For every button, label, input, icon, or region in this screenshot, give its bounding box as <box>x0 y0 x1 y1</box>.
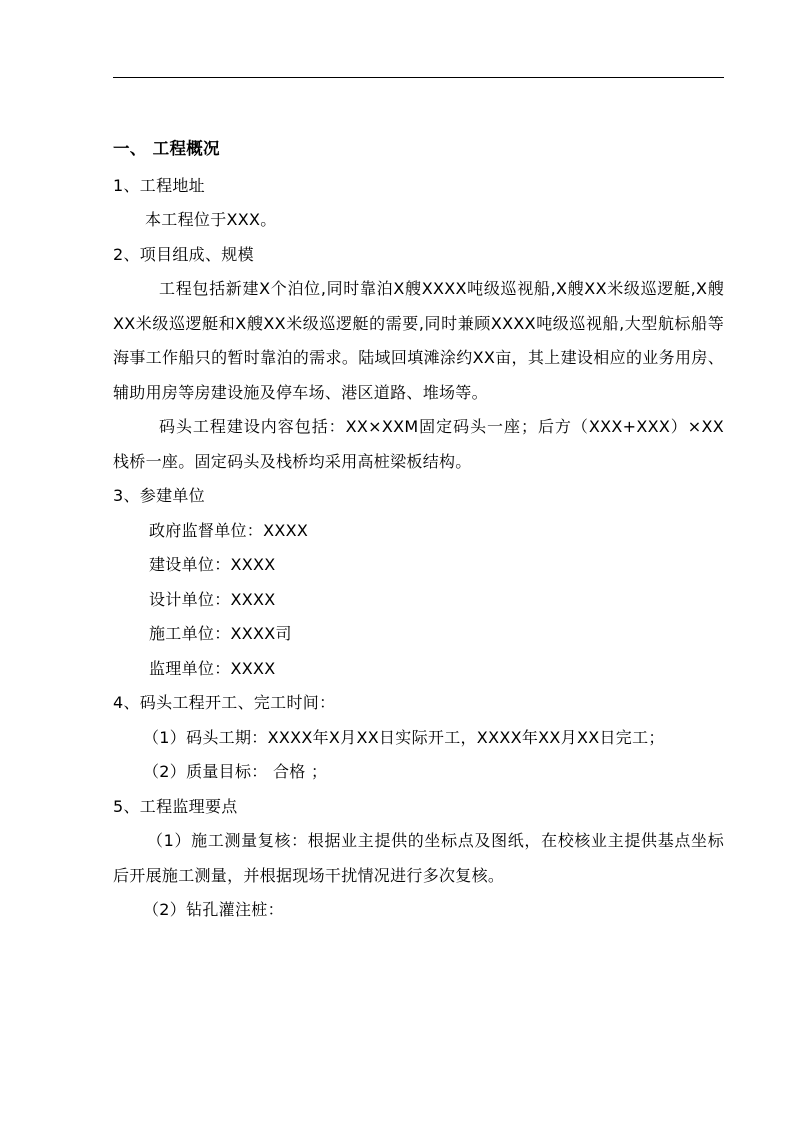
item4-quality: （2）质量目标： 合格 ； <box>143 762 328 781</box>
document-body <box>113 132 724 928</box>
item5-title: 5、工程监理要点 <box>113 796 238 816</box>
item2-paragraph-2: 码头工程建设内容包括：XX×XXM固定码头一座；后方（XXX+XXX）×XX栈桥一座。固定码头及栈桥均采用高桩梁板结构。 <box>113 417 724 471</box>
header-rule <box>113 77 724 78</box>
unit-contractor: 施工单位：XXXX司 <box>149 624 292 643</box>
unit-construction-owner: 建设单位：XXXX <box>149 555 276 574</box>
item2-title: 2、项目组成、规模 <box>113 244 254 264</box>
item4-title: 4、码头工程开工、完工时间： <box>113 693 336 712</box>
unit-gov-supervision: 政府监督单位：XXXX <box>149 520 309 540</box>
item4-schedule: （1）码头工期：XXXX年X月XX日实际开工，XXXX年XX月XX日完工； <box>143 727 665 747</box>
item5-line-2: （2）钻孔灌注桩： <box>143 900 284 919</box>
item2-paragraph-1: 工程包括新建X个泊位,同时靠泊X艘XXXX吨级巡视船,X艘XX米级巡逻艇,X艘XX米级巡逻艇和X艘XX米级巡逻艇的需要,同时兼顾XXXX吨级巡视船,大型航标船等海事工作船只的暂时靠泊的需求。陆域回填滩涂约XX亩，其上建设相应的业务用房、辅助用房等房建设施及停车场、港区道路、堆场等。 <box>113 279 724 402</box>
section-heading: 一、 工程概况 <box>113 139 220 158</box>
item3-title: 3、参建单位 <box>113 486 205 505</box>
item5-paragraph-1: （1）施工测量复核：根据业主提供的坐标点及图纸，在校核业主提供基点坐标后开展施工测量，并根据现场干扰情况进行多次复核。 <box>113 831 724 885</box>
item1-title: 1、工程地址 <box>113 175 205 195</box>
unit-design: 设计单位：XXXX <box>149 589 276 609</box>
item1-text: 本工程位于XXX。 <box>145 210 277 229</box>
unit-supervisor: 监理单位：XXXX <box>149 658 276 678</box>
